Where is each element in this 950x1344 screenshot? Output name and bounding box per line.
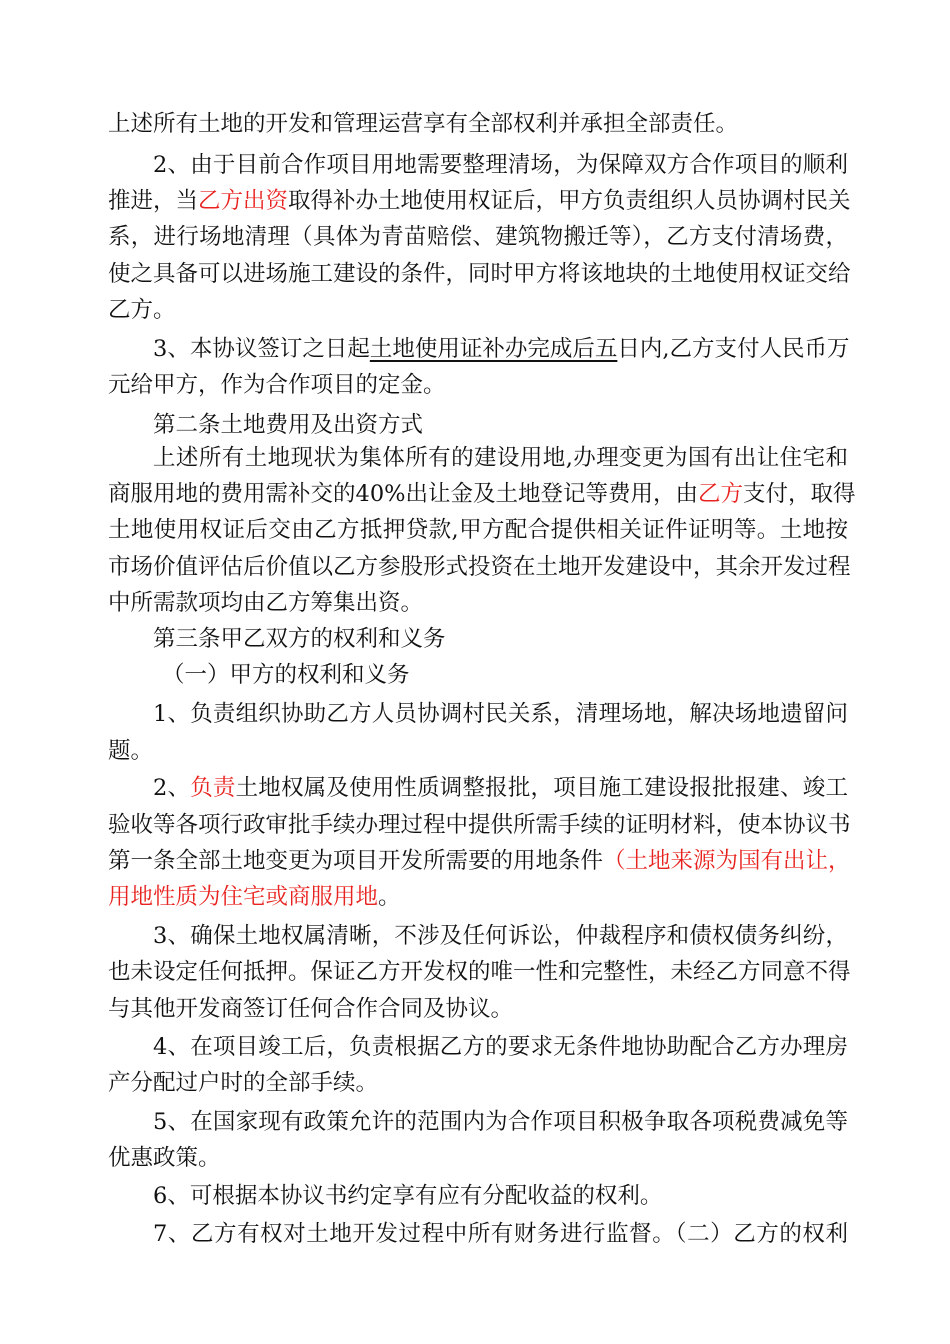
text-line: 题。 — [108, 738, 154, 764]
section-heading: 第二条土地费用及出资方式 — [153, 412, 424, 438]
text-run: 推进，当 — [108, 188, 199, 214]
text-line: 3、确保土地权属清晰，不涉及任何诉讼，仲裁程序和债权债务纠纷， — [153, 923, 848, 949]
text-line — [108, 478, 856, 510]
text-line: 中所需款项均由乙方筹集出资。 — [108, 590, 424, 616]
text-line: 元给甲方，作为合作项目的定金。 — [108, 372, 446, 398]
highlighted-text: （土地来源为国有出让， — [603, 848, 851, 874]
text-line: 7、乙方有权对土地开发过程中所有财务进行监督。（二）乙方的权利 — [153, 1221, 848, 1247]
text-line: 产分配过户时的全部手续。 — [108, 1070, 379, 1096]
text-run: 取得补办土地使用权证后，甲方负责组织人员协调村民关 — [288, 188, 851, 214]
text-run: 商服用地的费用需补交的40%出让金及土地登记等费用，由 — [108, 481, 699, 507]
text-run: 日内,乙方支付人民币万 — [617, 336, 850, 362]
text-line — [153, 772, 848, 804]
text-run: 2、 — [153, 775, 191, 801]
text-line: 4、在项目竣工后，负责根据乙方的要求无条件地协助配合乙方办理房 — [153, 1034, 848, 1060]
highlighted-text: 乙方 — [698, 481, 744, 507]
text-line: 系，进行场地清理（具体为青苗赔偿、建筑物搬迁等），乙方支付清场费， — [108, 224, 848, 250]
text-run: 支付，取得 — [743, 481, 856, 507]
text-line: 2、由于目前合作项目用地需要整理清场，为保障双方合作项目的顺利 — [153, 152, 848, 178]
text-line: 6、可根据本协议书约定享有应有分配收益的权利。 — [153, 1183, 663, 1209]
text-line: 优惠政策。 — [108, 1145, 221, 1171]
text-line — [108, 881, 848, 913]
text-line: 使之具备可以进场施工建设的条件，同时甲方将该地块的土地使用权证交给 — [108, 261, 851, 287]
text-run: 第一条全部土地变更为项目开发所需要的用地条件 — [108, 848, 604, 874]
text-run: 土地权属及使用性质调整报批，项目施工建设报批报建、竣工 — [235, 775, 848, 801]
text-line: 也未设定任何抵押。保证乙方开发权的唯一性和完整性，未经乙方同意不得 — [108, 959, 851, 985]
subsection-heading: （一）甲方的权利和义务 — [162, 662, 410, 688]
text-line — [108, 185, 851, 217]
text-line — [108, 845, 851, 877]
text-line: 上述所有土地现状为集体所有的建设用地,办理变更为国有出让住宅和 — [153, 445, 848, 471]
highlighted-text: 负责 — [190, 775, 236, 801]
text-run: 3、本协议签订之日起 — [153, 336, 370, 362]
text-line: 5、在国家现有政策允许的范围内为合作项目积极争取各项税费减免等 — [153, 1109, 848, 1135]
text-line: 市场价值评估后价值以乙方参股形式投资在土地开发建设中，其余开发过程 — [108, 554, 851, 580]
highlighted-text: 乙方出资 — [198, 188, 289, 214]
text-line: 上述所有土地的开发和管理运营享有全部权利并承担全部责任。 — [108, 111, 739, 137]
text-line: 与其他开发商签订任何合作合同及协议。 — [108, 996, 514, 1022]
text-line: 乙方。 — [108, 297, 176, 323]
text-line: 1、负责组织协助乙方人员协调村民关系，清理场地，解决场地遗留问 — [153, 701, 848, 727]
text-line: 验收等各项行政审批手续办理过程中提供所需手续的证明材料，使本协议书 — [108, 812, 851, 838]
highlighted-text: 用地性质为住宅或商服用地 — [108, 884, 379, 910]
text-run: 。 — [378, 884, 401, 910]
text-line: 土地使用权证后交由乙方抵押贷款,甲方配合提供相关证件证明等。土地按 — [108, 517, 848, 543]
text-line — [153, 333, 848, 365]
underlined-text: 土地使用证补办完成后五 — [369, 336, 618, 362]
section-heading: 第三条甲乙双方的权利和义务 — [153, 626, 446, 652]
